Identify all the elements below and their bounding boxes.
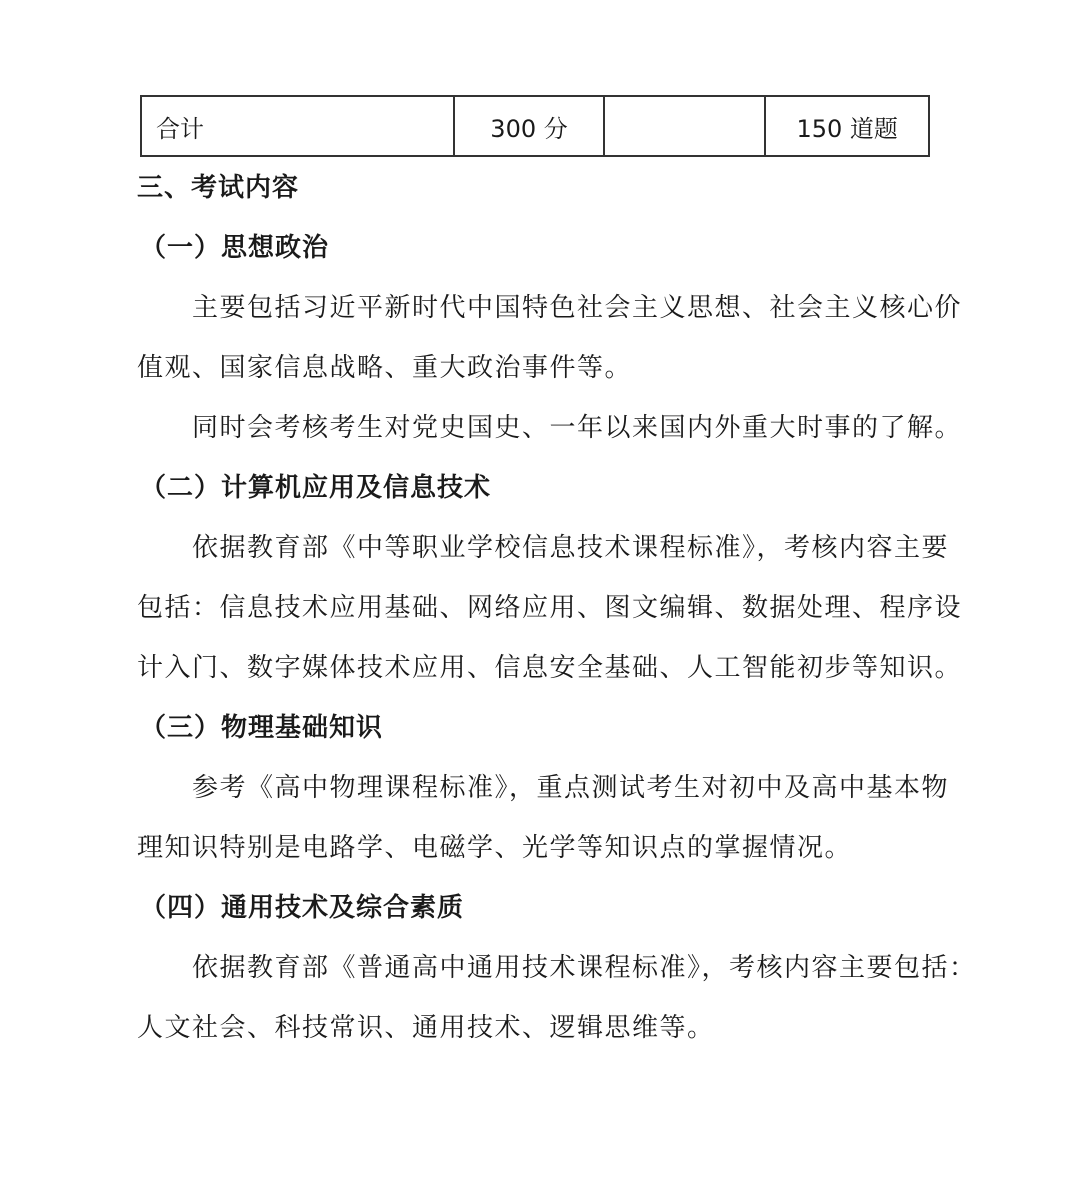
- subsection-title-computer: （二）计算机应用及信息技术: [140, 473, 492, 503]
- subsection-title-general-tech: （四）通用技术及综合素质: [140, 893, 465, 923]
- table-row: [141, 96, 929, 156]
- paragraph-line: 主要包括习近平新时代中国特色社会主义思想、社会主义核心价: [192, 293, 963, 323]
- subsection-title-physics: （三）物理基础知识: [140, 713, 384, 743]
- paragraph-line: 同时会考核考生对党史国史、一年以来国内外重大时事的了解。: [192, 413, 963, 443]
- paragraph-line: 依据教育部《中等职业学校信息技术课程标准》，考核内容主要: [192, 533, 950, 563]
- section-title: 三、考试内容: [137, 173, 300, 203]
- total-questions-cell: 150 道题: [765, 96, 929, 156]
- paragraph-line: 依据教育部《普通高中通用技术课程标准》，考核内容主要包括：: [192, 953, 977, 983]
- paragraph-line: 包括：信息技术应用基础、网络应用、图文编辑、数据处理、程序设: [137, 593, 963, 623]
- paragraph-line: 人文社会、科技常识、通用技术、逻辑思维等。: [137, 1013, 715, 1043]
- subsection-title-politics: （一）思想政治: [140, 233, 330, 263]
- total-score-cell: 300 分: [454, 96, 604, 156]
- paragraph-line: 计入门、数字媒体技术应用、信息安全基础、人工智能初步等知识。: [137, 653, 963, 683]
- paragraph-line: 值观、国家信息战略、重大政治事件等。: [137, 353, 633, 383]
- score-summary-table: [140, 95, 930, 157]
- paragraph-line: 理知识特别是电路学、电磁学、光学等知识点的掌握情况。: [137, 833, 853, 863]
- total-label-cell: 合计: [141, 96, 454, 156]
- empty-cell: [604, 96, 765, 156]
- paragraph-line: 参考《高中物理课程标准》，重点测试考生对初中及高中基本物: [192, 773, 950, 803]
